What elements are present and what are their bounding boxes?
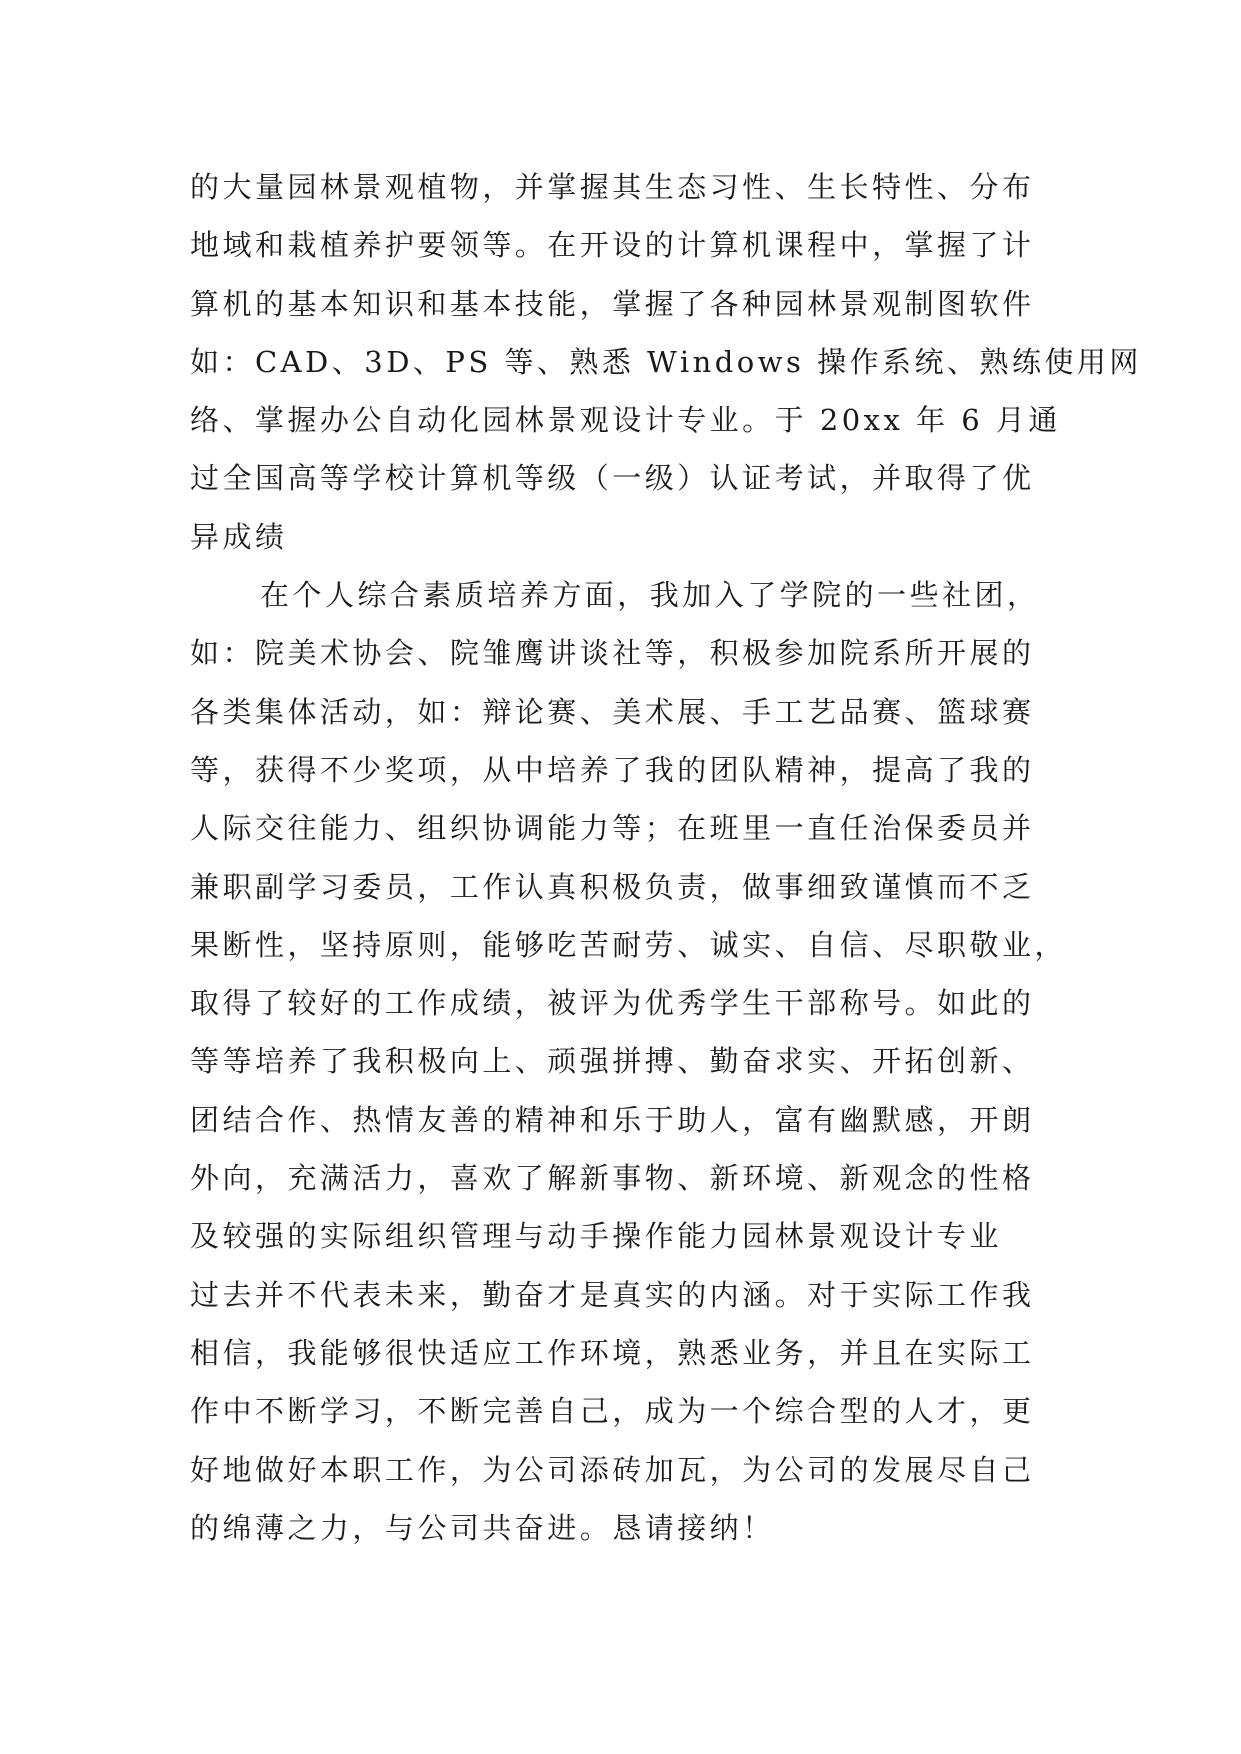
paragraph-1: [190, 158, 1142, 566]
text-line: 的绵薄之力，与公司共奋进。恳请接纳！: [190, 1510, 775, 1545]
text-line: 团结合作、热情友善的精神和乐于助人，富有幽默感，开朗: [190, 1102, 1035, 1137]
paragraph-2: [190, 566, 1070, 1557]
text-line: 兼职副学习委员，工作认真积极负责，做事细致谨慎而不乏: [190, 869, 1035, 904]
text-line: 地域和栽植养护要领等。在开设的计算机课程中，掌握了计: [190, 228, 1035, 263]
text-line: 等，获得不少奖项，从中培养了我的团队精神，提高了我的: [190, 752, 1035, 787]
text-line: 相信，我能够很快适应工作环境，熟悉业务，并且在实际工: [190, 1335, 1035, 1370]
text-line: 络、掌握办公自动化园林景观设计专业。于 20xx 年 6 月通: [190, 403, 1061, 438]
text-line: 好地做好本职工作，为公司添砖加瓦，为公司的发展尽自己: [190, 1452, 1035, 1487]
text-line: 的大量园林景观植物，并掌握其生态习性、生长特性、分布: [190, 170, 1035, 204]
text-line: 各类集体活动，如：辩论赛、美术展、手工艺品赛、篮球赛: [190, 694, 1035, 729]
text-line: 取得了较好的工作成绩，被评为优秀学生干部称号。如此的: [190, 986, 1035, 1021]
text-line: 在个人综合素质培养方面，我加入了学院的一些社团，: [260, 578, 1040, 613]
body-text: [190, 158, 1142, 1557]
text-line: 过去并不代表未来，勤奋才是真实的内涵。对于实际工作我: [190, 1277, 1035, 1312]
text-line: 果断性，坚持原则，能够吃苦耐劳、诚实、自信、尽职敬业，: [190, 927, 1067, 962]
text-line: 等等培养了我积极向上、顽强拼搏、勤奋求实、开拓创新、: [190, 1044, 1035, 1079]
text-line: 外向，充满活力，喜欢了解新事物、新环境、新观念的性格: [190, 1161, 1035, 1196]
text-line: 如：CAD、3D、PS 等、熟悉 Windows 操作系统、熟练使用网: [190, 344, 1142, 379]
text-line: 异成绩: [190, 519, 288, 554]
text-line: 算机的基本知识和基本技能，掌握了各种园林景观制图软件: [190, 286, 1035, 321]
text-line: 人际交往能力、组织协调能力等；在班里一直任治保委员并: [190, 811, 1035, 846]
text-line: 作中不断学习，不断完善自己，成为一个综合型的人才，更: [190, 1394, 1035, 1429]
text-line: 及较强的实际组织管理与动手操作能力园林景观设计专业: [190, 1219, 1003, 1254]
text-line: 过全国高等学校计算机等级（一级）认证考试，并取得了优: [190, 461, 1035, 496]
text-line: 如：院美术协会、院雏鹰讲谈社等，积极参加院系所开展的: [190, 636, 1035, 671]
